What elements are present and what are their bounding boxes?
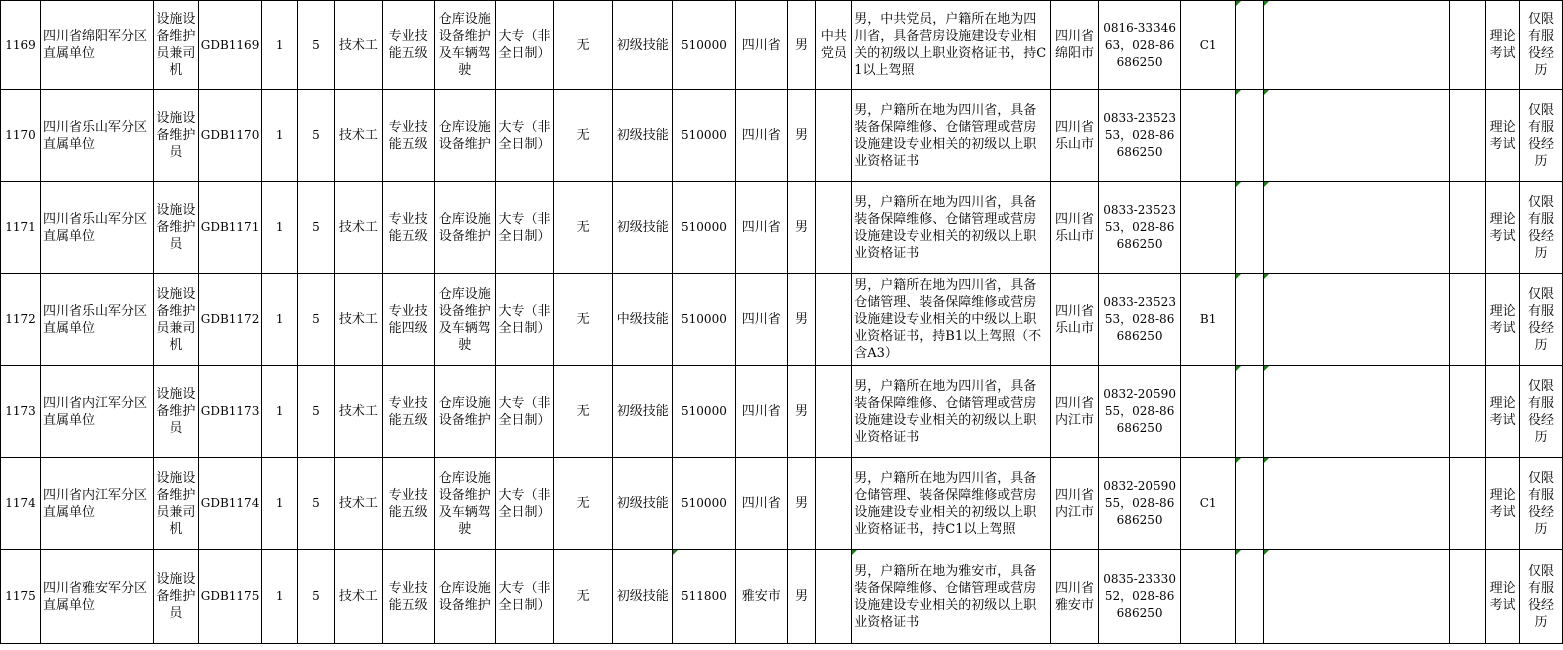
cell-empty[interactable] [1449, 458, 1486, 550]
cell-politics[interactable] [816, 90, 852, 182]
cell-empty[interactable] [1236, 458, 1264, 550]
cell-position[interactable]: 设施设备维护员 [154, 182, 199, 274]
cell-license[interactable] [1180, 90, 1236, 182]
cell-exam[interactable]: 理论考试 [1486, 550, 1520, 644]
cell-location[interactable]: 四川省乐山市 [1050, 90, 1099, 182]
cell-code[interactable]: GDB1173 [198, 366, 262, 458]
cell-politics[interactable] [816, 458, 852, 550]
cell-license[interactable]: C1 [1180, 1, 1236, 90]
cell-level[interactable]: 5 [298, 366, 335, 458]
cell-education[interactable]: 大专（非全日制） [496, 182, 554, 274]
cell-origin[interactable]: 四川省 [735, 366, 787, 458]
cell-education[interactable]: 大专（非全日制） [496, 458, 554, 550]
cell-requirements[interactable]: 男，户籍所在地为雅安市，具备装备保障维修、仓储管理或营房设施建设专业相关的初级以上职业资格证书 [852, 550, 1050, 644]
cell-note[interactable]: 仅限有服役经历 [1520, 182, 1563, 274]
comment-marker-icon [1236, 550, 1241, 555]
cell-phone[interactable]: 0816-3334663，028-86686250 [1099, 1, 1180, 90]
cell-note[interactable]: 仅限有服役经历 [1520, 550, 1563, 644]
cell-skill[interactable]: 初级技能 [613, 182, 673, 274]
cell-seq[interactable]: 1169 [1, 1, 41, 90]
cell-unit[interactable]: 四川省内江军分区直属单位 [40, 366, 153, 458]
cell-origin[interactable]: 四川省 [735, 458, 787, 550]
comment-marker-icon [1236, 90, 1241, 95]
cell-phone[interactable]: 0832-2059055，028-86686250 [1099, 458, 1180, 550]
cell-code[interactable]: GDB1169 [198, 1, 262, 90]
cell-zip[interactable]: 510000 [673, 182, 736, 274]
cell-empty[interactable] [1264, 458, 1449, 550]
cell-license[interactable] [1180, 550, 1236, 644]
cell-level[interactable]: 5 [298, 90, 335, 182]
cell-zip[interactable]: 510000 [673, 274, 736, 366]
cell-empty[interactable] [1264, 90, 1449, 182]
cell-degree[interactable]: 无 [553, 90, 613, 182]
cell-location[interactable]: 四川省乐山市 [1050, 274, 1099, 366]
cell-location[interactable]: 四川省内江市 [1050, 366, 1099, 458]
cell-origin[interactable]: 四川省 [735, 182, 787, 274]
cell-location[interactable]: 四川省绵阳市 [1050, 1, 1099, 90]
cell-position[interactable]: 设施设备维护员 [154, 366, 199, 458]
cell-requirements[interactable]: 男，户籍所在地为四川省，具备装备保障维修、仓储管理或营房设施建设专业相关的初级以上职业资格证书 [852, 90, 1050, 182]
cell-skill[interactable]: 中级技能 [613, 274, 673, 366]
cell-phone[interactable]: 0833-2352353，028-86686250 [1099, 274, 1180, 366]
cell-gender[interactable]: 男 [787, 1, 816, 90]
cell-origin[interactable]: 雅安市 [735, 550, 787, 644]
cell-zip[interactable]: 510000 [673, 366, 736, 458]
cell-empty[interactable] [1449, 274, 1486, 366]
cell-count[interactable]: 1 [262, 366, 298, 458]
cell-empty[interactable] [1449, 90, 1486, 182]
cell-exam[interactable]: 理论考试 [1486, 366, 1520, 458]
table-row [1, 182, 1563, 274]
table-row [1, 274, 1563, 366]
cell-skill[interactable]: 初级技能 [613, 458, 673, 550]
cell-unit[interactable]: 四川省绵阳军分区直属单位 [40, 1, 153, 90]
cell-note[interactable]: 仅限有服役经历 [1520, 1, 1563, 90]
cell-requirements[interactable]: 男，中共党员，户籍所在地为四川省，具备营房设施建设专业相关的初级以上职业资格证书，持C1以上驾照 [852, 1, 1050, 90]
cell-grade[interactable]: 专业技能五级 [382, 1, 434, 90]
cell-major[interactable]: 仓库设施设备维护 [434, 90, 496, 182]
cell-origin[interactable]: 四川省 [735, 90, 787, 182]
cell-empty[interactable] [1264, 366, 1449, 458]
cell-gender[interactable]: 男 [787, 458, 816, 550]
cell-politics[interactable] [816, 550, 852, 644]
cell-empty[interactable] [1264, 274, 1449, 366]
cell-gender[interactable]: 男 [787, 366, 816, 458]
cell-unit[interactable]: 四川省乐山军分区直属单位 [40, 90, 153, 182]
cell-location[interactable]: 四川省内江市 [1050, 458, 1099, 550]
cell-seq[interactable]: 1173 [1, 366, 41, 458]
cell-seq[interactable]: 1172 [1, 274, 41, 366]
cell-seq[interactable]: 1170 [1, 90, 41, 182]
cell-category[interactable]: 技术工 [334, 1, 382, 90]
cell-gender[interactable]: 男 [787, 550, 816, 644]
cell-degree[interactable]: 无 [553, 1, 613, 90]
cell-empty[interactable] [1264, 1, 1449, 90]
cell-education[interactable]: 大专（非全日制） [496, 366, 554, 458]
cell-category[interactable]: 技术工 [334, 458, 382, 550]
cell-origin[interactable]: 四川省 [735, 274, 787, 366]
cell-grade[interactable]: 专业技能五级 [382, 182, 434, 274]
cell-position[interactable]: 设施设备维护员 [154, 550, 199, 644]
cell-empty[interactable] [1236, 366, 1264, 458]
cell-code[interactable]: GDB1171 [198, 182, 262, 274]
cell-position[interactable]: 设施设备维护员兼司机 [154, 1, 199, 90]
cell-zip[interactable]: 510000 [673, 1, 736, 90]
cell-education[interactable]: 大专（非全日制） [496, 90, 554, 182]
cell-position[interactable]: 设施设备维护员 [154, 90, 199, 182]
cell-empty[interactable] [1449, 550, 1486, 644]
comment-marker-icon [852, 550, 857, 555]
cell-major[interactable]: 仓库设施设备维护及车辆驾驶 [434, 1, 496, 90]
comment-marker-icon [1264, 366, 1269, 371]
cell-phone[interactable]: 0832-2059055，028-86686250 [1099, 366, 1180, 458]
table-row [1, 550, 1563, 644]
cell-education[interactable]: 大专（非全日制） [496, 550, 554, 644]
cell-empty[interactable] [1449, 1, 1486, 90]
cell-license[interactable] [1180, 182, 1236, 274]
cell-note[interactable]: 仅限有服役经历 [1520, 366, 1563, 458]
cell-unit[interactable]: 四川省内江军分区直属单位 [40, 458, 153, 550]
cell-zip[interactable]: 510000 [673, 458, 736, 550]
cell-empty[interactable] [1236, 90, 1264, 182]
cell-politics[interactable] [816, 366, 852, 458]
comment-marker-icon [1264, 90, 1269, 95]
comment-marker-icon [1236, 274, 1241, 279]
cell-exam[interactable]: 理论考试 [1486, 90, 1520, 182]
cell-degree[interactable]: 无 [553, 274, 613, 366]
cell-empty[interactable] [1236, 550, 1264, 644]
cell-seq[interactable]: 1171 [1, 182, 41, 274]
cell-zip[interactable]: 510000 [673, 90, 736, 182]
cell-education[interactable]: 大专（非全日制） [496, 1, 554, 90]
cell-count[interactable]: 1 [262, 550, 298, 644]
cell-count[interactable]: 1 [262, 182, 298, 274]
cell-location[interactable]: 四川省雅安市 [1050, 550, 1099, 644]
cell-grade[interactable]: 专业技能五级 [382, 90, 434, 182]
cell-politics[interactable] [816, 274, 852, 366]
cell-level[interactable]: 5 [298, 274, 335, 366]
cell-phone[interactable]: 0833-2352353，028-86686250 [1099, 90, 1180, 182]
cell-grade[interactable]: 专业技能五级 [382, 366, 434, 458]
cell-major[interactable]: 仓库设施设备维护及车辆驾驶 [434, 458, 496, 550]
comment-marker-icon [1264, 1, 1269, 6]
comment-marker-icon [1264, 550, 1269, 555]
cell-unit[interactable]: 四川省雅安军分区直属单位 [40, 550, 153, 644]
cell-education[interactable]: 大专（非全日制） [496, 274, 554, 366]
cell-note[interactable]: 仅限有服役经历 [1520, 458, 1563, 550]
cell-skill[interactable]: 初级技能 [613, 90, 673, 182]
cell-gender[interactable]: 男 [787, 274, 816, 366]
cell-count[interactable]: 1 [262, 458, 298, 550]
cell-requirements[interactable]: 男，户籍所在地为四川省，具备仓储管理、装备保障维修或营房设施建设专业相关的中级以上职业资格证书，持B1以上驾照（不含A3） [852, 274, 1050, 366]
cell-skill[interactable]: 初级技能 [613, 366, 673, 458]
cell-empty[interactable] [1264, 182, 1449, 274]
cell-count[interactable]: 1 [262, 1, 298, 90]
comment-marker-icon [1264, 274, 1269, 279]
cell-degree[interactable]: 无 [553, 182, 613, 274]
cell-unit[interactable]: 四川省乐山军分区直属单位 [40, 274, 153, 366]
cell-level[interactable]: 5 [298, 182, 335, 274]
cell-empty[interactable] [1236, 1, 1264, 90]
cell-empty[interactable] [1449, 182, 1486, 274]
cell-category[interactable]: 技术工 [334, 550, 382, 644]
cell-zip[interactable]: 511800 [673, 550, 736, 644]
cell-position[interactable]: 设施设备维护员兼司机 [154, 458, 199, 550]
cell-major[interactable]: 仓库设施设备维护及车辆驾驶 [434, 274, 496, 366]
table-row [1, 458, 1563, 550]
comment-marker-icon [1264, 182, 1269, 187]
cell-empty[interactable] [1236, 274, 1264, 366]
table-row [1, 366, 1563, 458]
cell-skill[interactable]: 初级技能 [613, 550, 673, 644]
cell-code[interactable]: GDB1174 [198, 458, 262, 550]
cell-category[interactable]: 技术工 [334, 90, 382, 182]
cell-degree[interactable]: 无 [553, 550, 613, 644]
cell-phone[interactable]: 0835-2333052，028-86686250 [1099, 550, 1180, 644]
cell-category[interactable]: 技术工 [334, 274, 382, 366]
cell-origin[interactable]: 四川省 [735, 1, 787, 90]
cell-requirements[interactable]: 男，户籍所在地为四川省，具备装备保障维修、仓储管理或营房设施建设专业相关的初级以上职业资格证书 [852, 182, 1050, 274]
cell-politics[interactable]: 中共党员 [816, 1, 852, 90]
cell-count[interactable]: 1 [262, 274, 298, 366]
comment-marker-icon [1236, 458, 1241, 463]
cell-category[interactable]: 技术工 [334, 366, 382, 458]
cell-exam[interactable]: 理论考试 [1486, 1, 1520, 90]
cell-seq[interactable]: 1175 [1, 550, 41, 644]
cell-politics[interactable] [816, 182, 852, 274]
cell-unit[interactable]: 四川省乐山军分区直属单位 [40, 182, 153, 274]
cell-grade[interactable]: 专业技能四级 [382, 274, 434, 366]
cell-seq[interactable]: 1174 [1, 458, 41, 550]
cell-license[interactable]: B1 [1180, 274, 1236, 366]
cell-requirements[interactable]: 男，户籍所在地为四川省，具备仓储管理、装备保障维修或营房设施建设专业相关的初级以上职业资格证书，持C1以上驾照 [852, 458, 1050, 550]
comment-marker-icon [1236, 366, 1241, 371]
cell-grade[interactable]: 专业技能五级 [382, 458, 434, 550]
cell-code[interactable]: GDB1175 [198, 550, 262, 644]
cell-gender[interactable]: 男 [787, 182, 816, 274]
cell-degree[interactable]: 无 [553, 366, 613, 458]
cell-empty[interactable] [1236, 182, 1264, 274]
cell-grade[interactable]: 专业技能五级 [382, 550, 434, 644]
cell-code[interactable]: GDB1170 [198, 90, 262, 182]
cell-note[interactable]: 仅限有服役经历 [1520, 90, 1563, 182]
cell-location[interactable]: 四川省乐山市 [1050, 182, 1099, 274]
cell-license[interactable] [1180, 366, 1236, 458]
comment-marker-icon [1236, 1, 1241, 6]
cell-major[interactable]: 仓库设施设备维护 [434, 182, 496, 274]
comment-marker-icon [1264, 458, 1269, 463]
cell-skill[interactable]: 初级技能 [613, 1, 673, 90]
cell-phone[interactable]: 0833-2352353，028-86686250 [1099, 182, 1180, 274]
table-row [1, 90, 1563, 182]
cell-license[interactable]: C1 [1180, 458, 1236, 550]
cell-exam[interactable]: 理论考试 [1486, 182, 1520, 274]
cell-exam[interactable]: 理论考试 [1486, 274, 1520, 366]
cell-level[interactable]: 5 [298, 1, 335, 90]
cell-category[interactable]: 技术工 [334, 182, 382, 274]
cell-code[interactable]: GDB1172 [198, 274, 262, 366]
cell-major[interactable]: 仓库设施设备维护 [434, 366, 496, 458]
cell-exam[interactable]: 理论考试 [1486, 458, 1520, 550]
cell-count[interactable]: 1 [262, 90, 298, 182]
cell-degree[interactable]: 无 [553, 458, 613, 550]
cell-empty[interactable] [1264, 550, 1449, 644]
cell-gender[interactable]: 男 [787, 90, 816, 182]
comment-marker-icon [1236, 182, 1241, 187]
cell-major[interactable]: 仓库设施设备维护 [434, 550, 496, 644]
cell-level[interactable]: 5 [298, 458, 335, 550]
cell-level[interactable]: 5 [298, 550, 335, 644]
comment-marker-icon [673, 550, 678, 555]
cell-note[interactable]: 仅限有服役经历 [1520, 274, 1563, 366]
cell-empty[interactable] [1449, 366, 1486, 458]
cell-requirements[interactable]: 男，户籍所在地为四川省，具备装备保障维修、仓储管理或营房设施建设专业相关的初级以上职业资格证书 [852, 366, 1050, 458]
cell-position[interactable]: 设施设备维护员兼司机 [154, 274, 199, 366]
table-row [1, 1, 1563, 90]
